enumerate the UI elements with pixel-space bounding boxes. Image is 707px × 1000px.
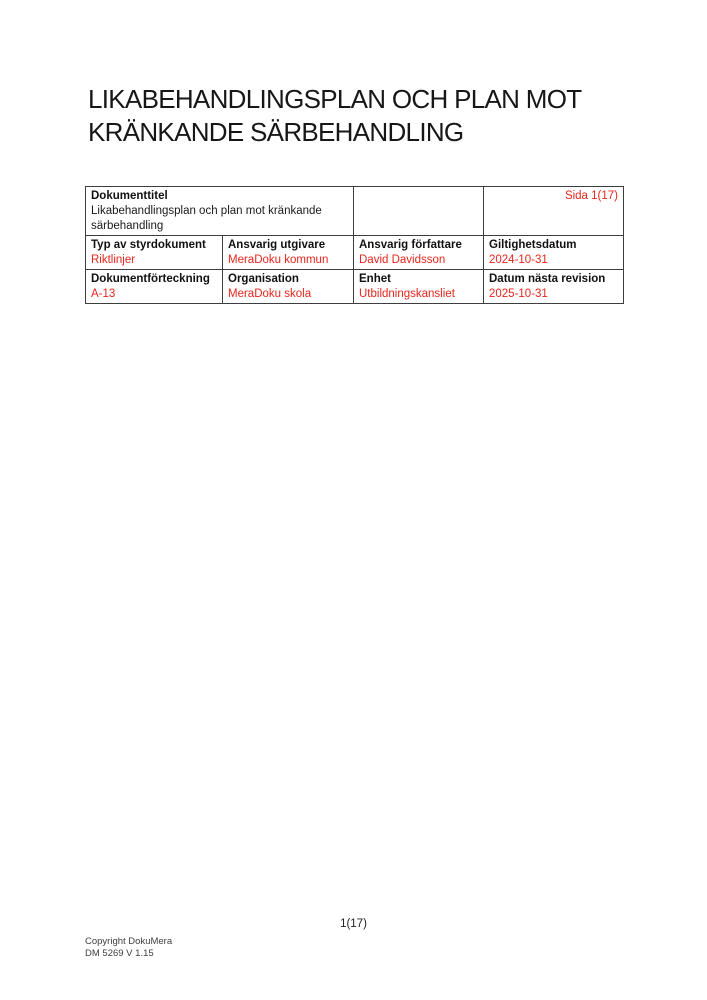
copyright-line-2: DM 5269 V 1.15 bbox=[85, 948, 154, 959]
document-title bbox=[88, 83, 581, 149]
copyright-line-1: Copyright DokuMera bbox=[85, 936, 173, 947]
field-value: Riktlinjer bbox=[91, 254, 136, 266]
document-title-line-2: KRÄNKANDE SÄRBEHANDLING bbox=[88, 117, 464, 147]
cell-dokumentforteckning bbox=[86, 270, 223, 304]
cell-empty bbox=[354, 187, 484, 236]
field-value-dokumenttitel: Likabehandlingsplan och plan mot kränkande särbehandling bbox=[91, 205, 322, 232]
cell-organisation bbox=[223, 270, 354, 304]
page-ref-value: Sida 1(17) bbox=[564, 190, 618, 202]
cell-page-ref bbox=[484, 187, 624, 236]
field-label: Giltighetsdatum bbox=[489, 239, 577, 251]
page-number: 1(17) bbox=[340, 918, 367, 930]
field-value: 2025-10-31 bbox=[489, 288, 548, 300]
info-table-row-3 bbox=[86, 270, 624, 304]
info-table-row-1 bbox=[86, 187, 624, 236]
field-value: 2024-10-31 bbox=[489, 254, 548, 266]
cell-enhet bbox=[354, 270, 484, 304]
field-label: Datum nästa revision bbox=[489, 273, 606, 285]
field-value: MeraDoku kommun bbox=[228, 254, 329, 266]
cell-typ-av-styrdokument bbox=[86, 236, 223, 270]
info-table-row-2 bbox=[86, 236, 624, 270]
field-value: Utbildningskansliet bbox=[359, 288, 455, 300]
field-value: David Davidsson bbox=[359, 254, 446, 266]
field-label: Typ av styrdokument bbox=[91, 239, 206, 251]
field-label: Enhet bbox=[359, 273, 391, 285]
field-label: Ansvarig författare bbox=[359, 239, 462, 251]
document-info-table bbox=[85, 186, 624, 304]
cell-ansvarig-utgivare bbox=[223, 236, 354, 270]
cell-datum-nasta-revision bbox=[484, 270, 624, 304]
copyright-block bbox=[85, 936, 172, 960]
document-title-line-1: LIKABEHANDLINGSPLAN OCH PLAN MOT bbox=[88, 84, 582, 114]
cell-dokumenttitel bbox=[86, 187, 354, 236]
field-value: A-13 bbox=[91, 288, 116, 300]
field-label-dokumenttitel: Dokumenttitel bbox=[91, 190, 168, 202]
field-label: Dokumentförteckning bbox=[91, 273, 210, 285]
field-label: Organisation bbox=[228, 273, 299, 285]
cell-ansvarig-forfattare bbox=[354, 236, 484, 270]
field-value: MeraDoku skola bbox=[228, 288, 312, 300]
field-label: Ansvarig utgivare bbox=[228, 239, 326, 251]
cell-giltighetsdatum bbox=[484, 236, 624, 270]
